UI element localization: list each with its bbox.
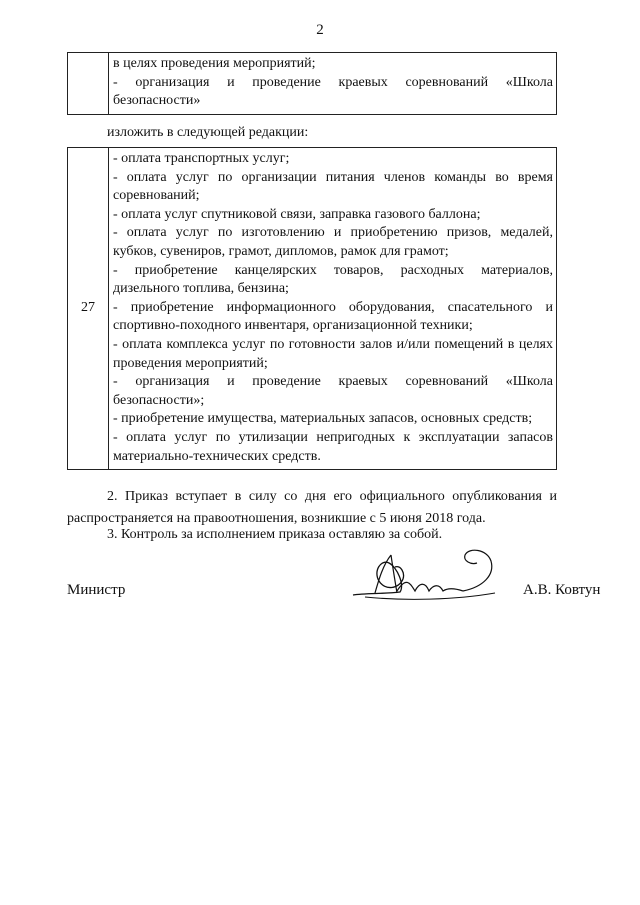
table-main-content-cell [109, 148, 557, 470]
paragraph-3: 3. Контроль за исполнением приказа оставляю за собой. [107, 527, 443, 542]
list-item: - приобретение имущества, материальных запасов, основных средств; [113, 411, 533, 427]
table-top [67, 52, 557, 115]
list-item: - оплата комплекса услуг по готовности залов и/или помещений в целях проведения мероприятий; [113, 336, 553, 371]
list-item: - приобретение канцелярских товаров, расходных материалов, дизельного топлива, бензина; [113, 262, 553, 297]
paragraph-2: 2. Приказ вступает в силу со дня его официального опубликования и распространяется на правоотношения, возникшие с 5 июня 2018 года. [67, 489, 557, 526]
table-top-content-cell [109, 53, 557, 115]
list-item: - оплата транспортных услуг; [113, 151, 290, 166]
row-number: 27 [68, 148, 109, 470]
table-top-number-cell [68, 53, 109, 115]
signatory-title: Министр [67, 582, 126, 598]
table-top-item: - организация и проведение краевых соревнований «Школа безопасности» [113, 74, 553, 109]
list-item: - оплата услуг по утилизации непригодных к эксплуатации запасов материально-технических средств. [113, 429, 553, 464]
signatory-name: А.В. Ковтун [523, 582, 601, 598]
table-top-item: в целях проведения мероприятий; [113, 56, 316, 71]
page-number: 2 [316, 22, 324, 38]
handwritten-signature-icon [345, 545, 505, 605]
list-item: - оплата услуг по организации питания членов команды во время соревнований; [113, 169, 553, 204]
list-item: - оплата услуг по изготовлению и приобретению призов, медалей, кубков, сувениров, грамот, дипломов, рамок для грамот; [113, 225, 553, 259]
list-item: - приобретение информационного оборудования, спасательного и спортивно-походного инвентаря, организационной техники; [113, 299, 553, 334]
list-item: - организация и проведение краевых соревнований «Школа безопасности»; [113, 374, 553, 408]
list-item: - оплата услуг спутниковой связи, заправка газового баллона; [113, 206, 481, 222]
table-main [67, 147, 557, 470]
intro-text: изложить в следующей редакции: [107, 125, 309, 140]
